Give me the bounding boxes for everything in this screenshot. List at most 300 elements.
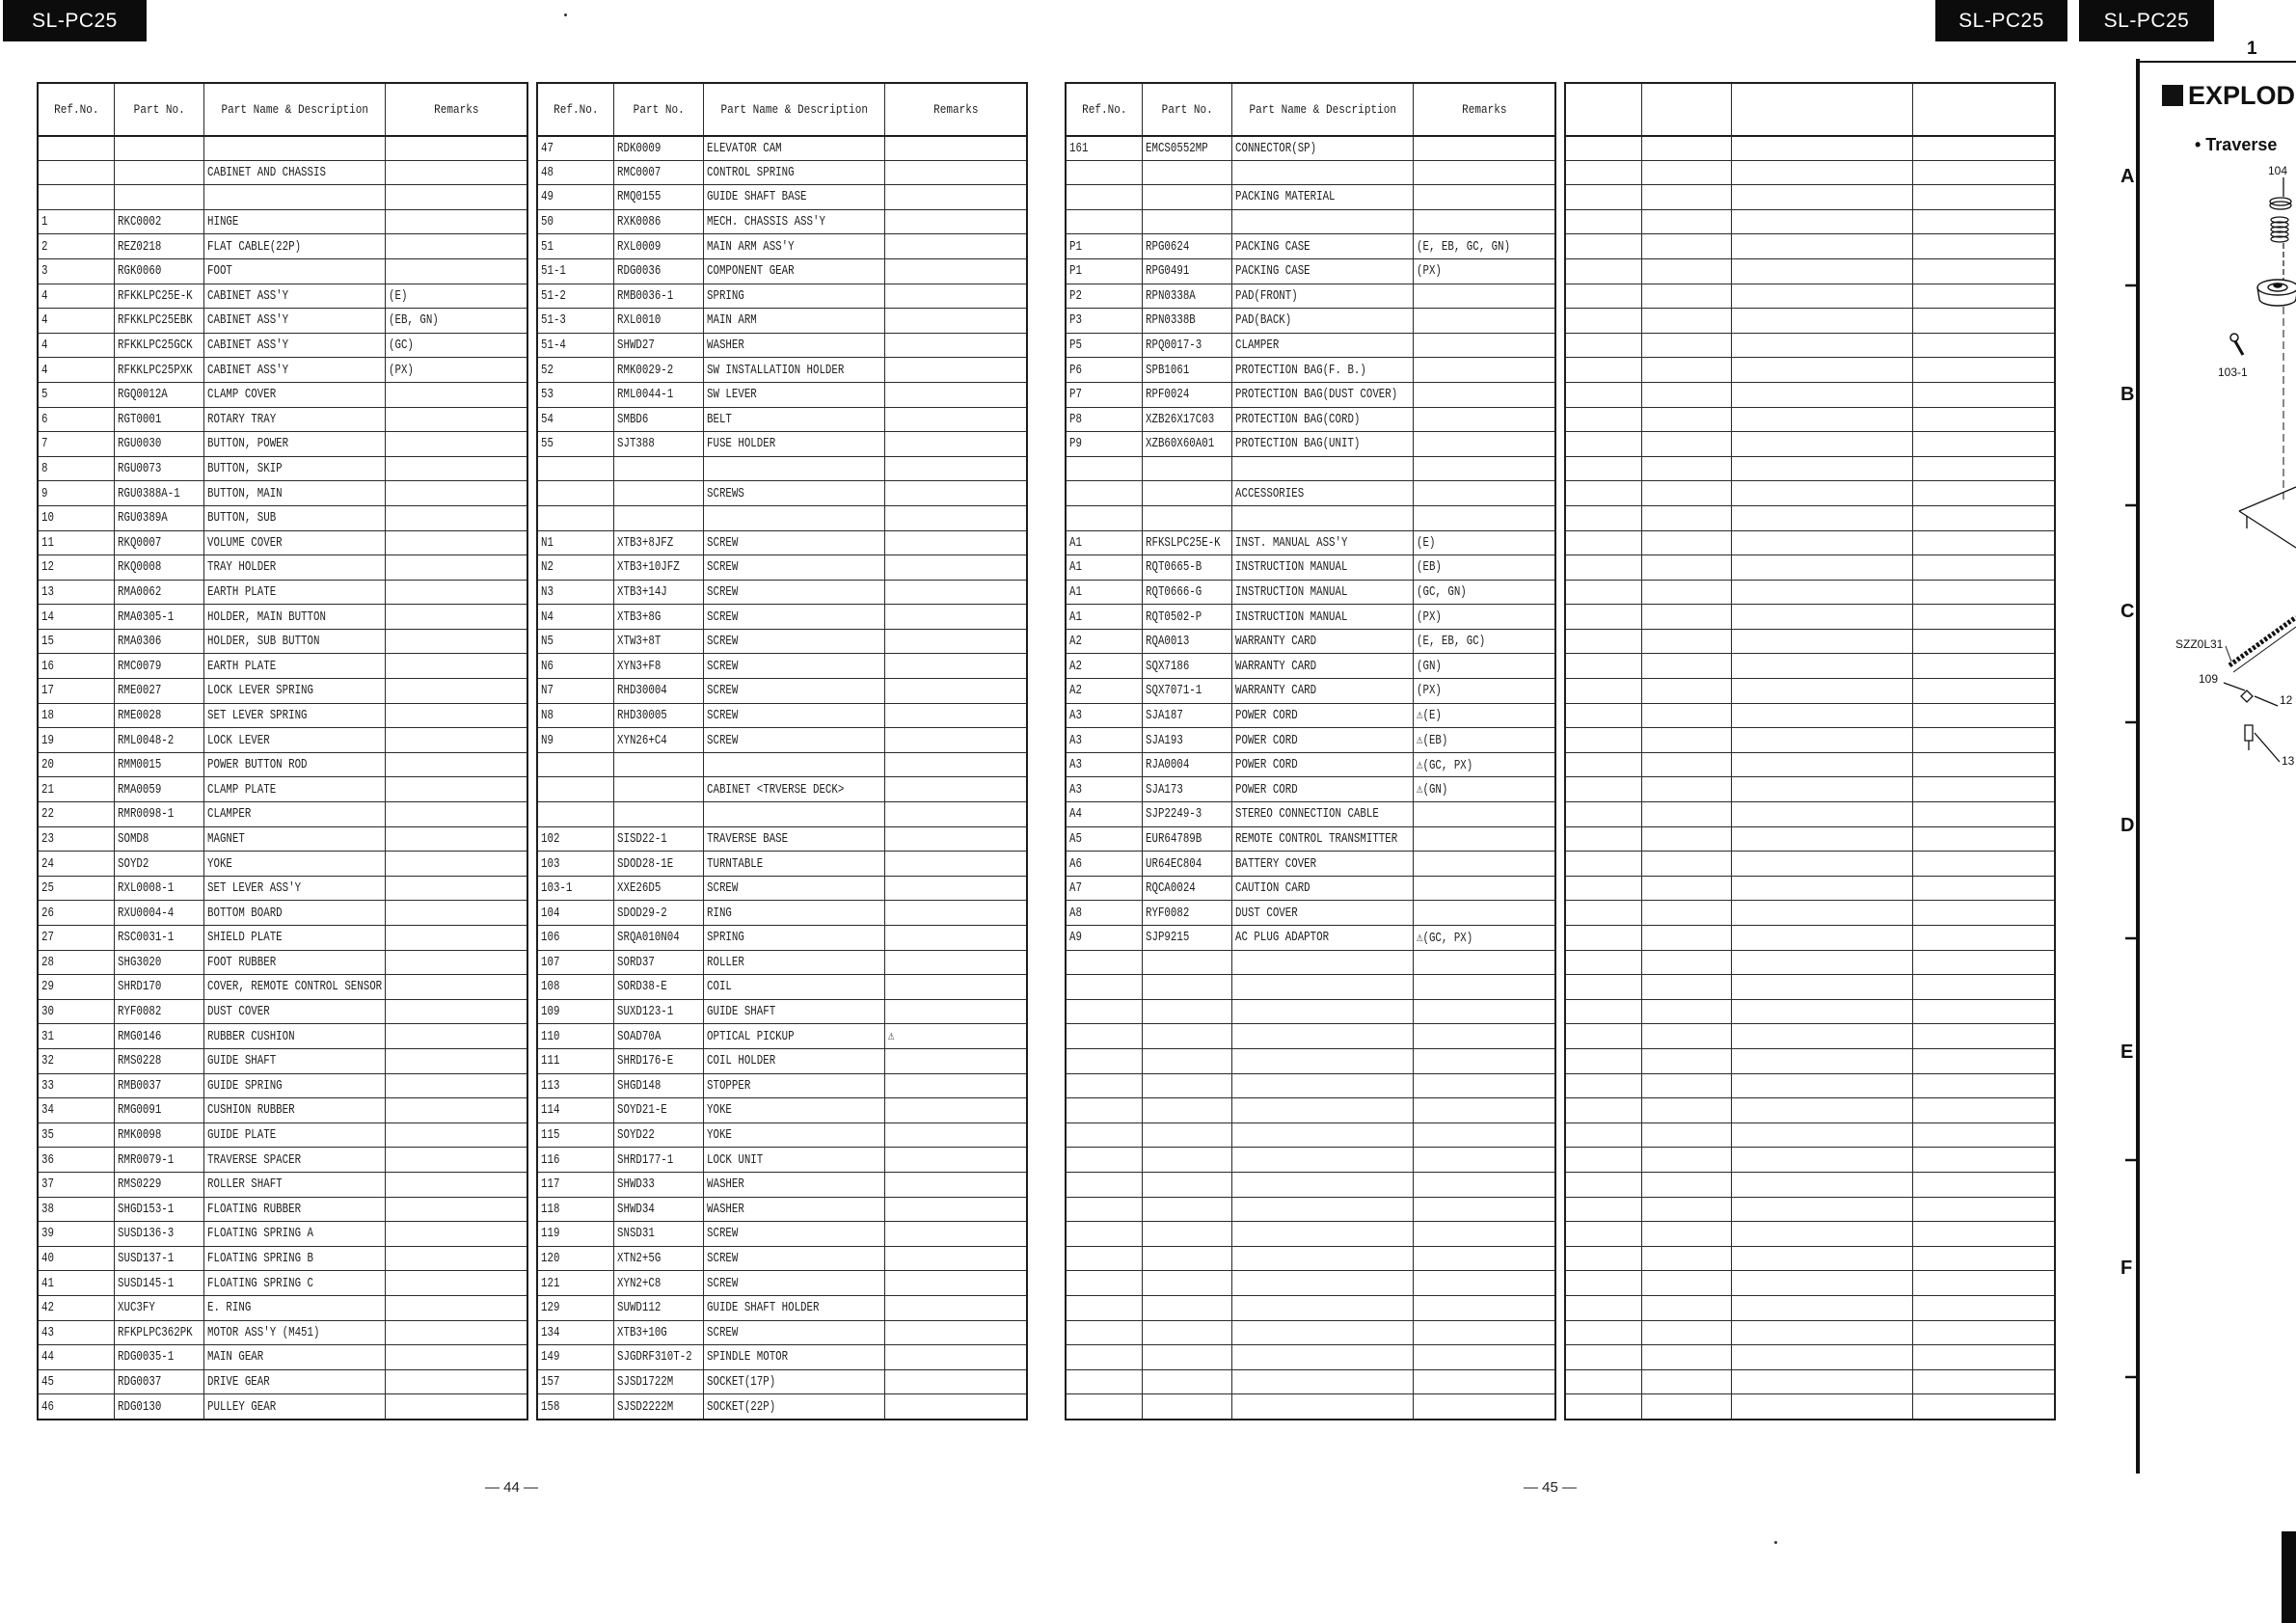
part-name-cell <box>1731 851 1912 876</box>
part-name-cell-text: FUSE HOLDER <box>707 436 776 452</box>
part-no-cell <box>1142 925 1231 950</box>
ref-no-cell <box>1067 1320 1142 1345</box>
part-name-cell-text: MAIN ARM <box>707 312 757 329</box>
black-square-icon <box>2162 85 2183 106</box>
remarks-cell <box>1413 851 1554 876</box>
part-no-cell <box>613 1172 703 1197</box>
model-label-right-1: SL-PC25 <box>1935 0 2067 41</box>
part-no-cell-text: RDG0035-1 <box>118 1349 175 1366</box>
part-name-cell-text: SHIELD PLATE <box>207 930 283 946</box>
remarks-cell <box>884 308 1026 333</box>
part-name-cell <box>703 431 884 456</box>
ref-no-cell <box>1566 1023 1641 1048</box>
part-no-cell <box>1142 505 1231 530</box>
part-no-cell <box>1641 233 1731 258</box>
part-no-cell <box>1641 1147 1731 1172</box>
part-no-cell <box>1142 604 1231 629</box>
ref-no-cell <box>1566 678 1641 703</box>
ref-no-cell-text: 117 <box>541 1177 560 1193</box>
ref-no-cell <box>1566 580 1641 605</box>
remarks-cell <box>385 801 527 826</box>
ref-no-cell-text: 19 <box>41 732 54 748</box>
part-name-cell <box>1731 184 1912 209</box>
ref-no-header-text: Ref.No. <box>1081 102 1127 117</box>
remarks-cell <box>385 1123 527 1148</box>
remarks-cell <box>1912 653 2054 678</box>
part-no-cell-text: RMG0146 <box>118 1028 162 1044</box>
part-name-cell-text: SPRING <box>707 287 744 304</box>
part-name-cell-text: WASHER <box>707 1201 744 1217</box>
ref-no-cell-text: A5 <box>1069 830 1082 847</box>
ref-no-cell <box>1067 826 1142 852</box>
ref-no-cell-text: 121 <box>541 1275 560 1291</box>
part-no-cell <box>613 160 703 185</box>
part-name-cell-text: INST. MANUAL ASS'Y <box>1235 534 1348 551</box>
part-name-cell <box>703 284 884 309</box>
part-name-cell-text: CLAMPER <box>1235 338 1280 354</box>
grid-row-letter: C <box>2120 601 2135 622</box>
part-no-cell <box>1641 876 1731 901</box>
part-no-cell-text: XTN2+5G <box>617 1251 662 1267</box>
part-label-104: 104 <box>2268 164 2288 177</box>
part-no-cell-text: RGU0388A-1 <box>118 485 180 501</box>
part-name-cell <box>1731 1023 1912 1048</box>
part-name-cell <box>203 999 385 1024</box>
remarks-cell <box>884 233 1026 258</box>
part-name-cell-text: MECH. CHASSIS ASS'Y <box>707 214 825 230</box>
part-no-cell <box>114 1320 203 1345</box>
diagram-page-number: 1 <box>2247 39 2257 59</box>
part-no-cell-text: SUSD145-1 <box>118 1275 175 1291</box>
ref-no-cell-text: 20 <box>41 757 54 773</box>
remarks-cell <box>1912 1221 2054 1246</box>
part-no-cell <box>613 851 703 876</box>
remarks-cell <box>385 653 527 678</box>
part-no-cell-text: XTB3+8JFZ <box>617 534 674 551</box>
part-name-cell-text: HOLDER, MAIN BUTTON <box>207 609 326 625</box>
remarks-cell <box>385 382 527 407</box>
part-no-cell-text: RPF0024 <box>1146 387 1190 403</box>
ref-no-cell <box>1566 604 1641 629</box>
part-name-cell <box>1231 1147 1413 1172</box>
remarks-cell-text: ⚠(GC, PX) <box>1417 930 1473 946</box>
ref-no-cell-text: A2 <box>1069 683 1082 699</box>
remarks-cell <box>1413 1023 1554 1048</box>
parts-table-2 <box>536 82 1028 1420</box>
remarks-cell <box>1413 184 1554 209</box>
remarks-cell <box>1912 357 2054 382</box>
part-name-cell-text: CAUTION CARD <box>1235 880 1310 897</box>
part-name-cell <box>1731 382 1912 407</box>
part-name-cell <box>1231 1393 1413 1419</box>
part-name-cell <box>203 480 385 505</box>
part-name-cell <box>203 678 385 703</box>
part-name-cell <box>1731 1270 1912 1295</box>
remarks-cell <box>1912 530 2054 555</box>
part-name-cell-text: LOCK UNIT <box>707 1151 764 1168</box>
part-no-cell-text: SHRD177-1 <box>617 1151 674 1168</box>
ref-no-cell <box>39 678 114 703</box>
exploded-view-drawing <box>2102 0 2296 1623</box>
part-name-cell <box>203 530 385 555</box>
part-name-cell-text: TRAVERSE BASE <box>707 830 789 847</box>
traverse-base-drawing <box>2239 487 2296 548</box>
remarks-cell <box>884 456 1026 481</box>
ref-no-cell-text: 54 <box>541 411 554 427</box>
part-no-cell-text: SQX7186 <box>1146 658 1190 674</box>
part-no-cell-text: RMA0305-1 <box>118 609 175 625</box>
part-no-cell-text: RMA0059 <box>118 781 162 798</box>
part-name-cell <box>703 407 884 432</box>
remarks-cell <box>385 1172 527 1197</box>
remarks-cell <box>385 776 527 801</box>
part-name-cell <box>1231 950 1413 975</box>
part-no-cell <box>1641 1023 1731 1048</box>
ring-drawing <box>2270 177 2291 209</box>
ref-no-cell <box>538 727 613 752</box>
ref-no-cell <box>1566 1097 1641 1123</box>
part-name-cell <box>203 1369 385 1394</box>
part-name-cell <box>703 333 884 358</box>
part-no-cell <box>1641 1197 1731 1222</box>
remarks-cell <box>884 135 1026 160</box>
remarks-cell-text: ⚠(E) <box>1417 708 1442 724</box>
part-no-cell <box>114 258 203 284</box>
ref-no-cell <box>39 456 114 481</box>
part-name-cell <box>1231 505 1413 530</box>
remarks-cell <box>1413 530 1554 555</box>
part-no-cell <box>1142 801 1231 826</box>
part-name-cell <box>1731 580 1912 605</box>
ref-no-cell <box>538 925 613 950</box>
part-no-cell <box>114 431 203 456</box>
part-no-cell <box>1142 776 1231 801</box>
remarks-cell <box>1413 209 1554 234</box>
remarks-cell <box>1912 752 2054 777</box>
part-name-cell <box>703 1246 884 1271</box>
ref-no-cell <box>1067 209 1142 234</box>
ref-no-cell-text: 13 <box>41 583 54 600</box>
part-no-cell <box>1142 974 1231 999</box>
part-name-cell <box>203 1320 385 1345</box>
remarks-cell <box>1912 456 2054 481</box>
part-name-cell <box>703 1270 884 1295</box>
part-name-cell <box>1231 752 1413 777</box>
part-name-cell <box>1231 826 1413 852</box>
part-no-cell-text: EUR64789B <box>1146 830 1202 847</box>
part-name-cell-text: CLAMP COVER <box>207 387 277 403</box>
remarks-cell <box>884 209 1026 234</box>
ref-no-cell <box>1566 480 1641 505</box>
part-name-cell-text: SOCKET(22P) <box>707 1398 776 1415</box>
remarks-cell <box>1413 801 1554 826</box>
part-name-cell <box>1231 1295 1413 1320</box>
part-no-cell <box>613 1147 703 1172</box>
ref-no-cell-text: 9 <box>41 485 48 501</box>
part-name-cell-text: AC PLUG ADAPTOR <box>1235 930 1330 946</box>
ref-no-cell <box>39 382 114 407</box>
part-name-cell <box>1731 703 1912 728</box>
part-no-cell <box>1641 999 1731 1024</box>
ref-no-cell-text: N7 <box>541 683 554 699</box>
part-name-cell <box>203 604 385 629</box>
part-name-cell <box>203 1221 385 1246</box>
ref-no-cell-text: 3 <box>41 263 48 280</box>
remarks-cell <box>884 555 1026 580</box>
remarks-cell <box>1413 1147 1554 1172</box>
ref-no-cell <box>39 1393 114 1419</box>
ref-no-cell <box>39 801 114 826</box>
part-name-cell-text: BUTTON, SUB <box>207 510 277 527</box>
part-no-cell <box>1142 999 1231 1024</box>
part-name-cell-text: CABINET AND CHASSIS <box>207 164 326 180</box>
part-no-cell <box>114 209 203 234</box>
part-no-cell <box>613 333 703 358</box>
part-name-cell-text: SW INSTALLATION HOLDER <box>707 362 845 378</box>
remarks-cell <box>1912 999 2054 1024</box>
part-no-cell <box>613 135 703 160</box>
remarks-cell-text: (GC) <box>389 338 414 354</box>
part-no-cell-text: SPB1061 <box>1146 362 1190 378</box>
part-name-cell-text: SCREW <box>707 609 739 625</box>
part-no-cell <box>114 135 203 160</box>
remarks-cell <box>884 1097 1026 1123</box>
model-label-left: SL-PC25 <box>3 0 147 41</box>
part-name-cell <box>703 727 884 752</box>
part-name-cell-text: BOTTOM BOARD <box>207 905 283 921</box>
ref-no-cell <box>1067 135 1142 160</box>
ref-no-cell <box>538 1393 613 1419</box>
ref-no-cell <box>39 580 114 605</box>
remarks-cell <box>884 801 1026 826</box>
parts-table-3 <box>1065 82 1556 1420</box>
part-name-cell-text: PROTECTION BAG(F. B.) <box>1235 362 1366 378</box>
part-no-cell <box>613 604 703 629</box>
remarks-cell <box>385 1369 527 1394</box>
ref-no-cell-text: 116 <box>541 1151 560 1168</box>
part-no-cell <box>1641 851 1731 876</box>
part-name-cell <box>1231 876 1413 901</box>
part-name-cell-text: SOCKET(17P) <box>707 1373 776 1390</box>
remarks-cell <box>1912 826 2054 852</box>
part-no-cell-text: SJSD1722M <box>617 1373 674 1390</box>
part-name-cell <box>203 284 385 309</box>
part-no-cell-text: RML0044-1 <box>617 387 674 403</box>
part-name-cell-text: STOPPER <box>707 1077 751 1094</box>
part-name-cell-text: WASHER <box>707 1177 744 1193</box>
part-no-cell <box>1641 1221 1731 1246</box>
part-no-cell-text: EMCS0552MP <box>1146 140 1208 156</box>
part-no-cell <box>1142 1295 1231 1320</box>
part-no-cell-text: SHGD148 <box>617 1077 662 1094</box>
part-no-cell <box>613 407 703 432</box>
part-no-cell <box>1641 357 1731 382</box>
ref-no-cell <box>1067 1221 1142 1246</box>
part-name-cell-text: TRAY HOLDER <box>207 559 277 576</box>
part-no-cell <box>613 999 703 1024</box>
part-no-cell <box>613 505 703 530</box>
ref-no-cell-text: A2 <box>1069 658 1082 674</box>
part-no-cell <box>1641 407 1731 432</box>
part-name-cell-text: CABINET <TRVERSE DECK> <box>707 781 845 798</box>
remarks-cell <box>884 1048 1026 1073</box>
remarks-cell <box>385 284 527 309</box>
part-no-cell <box>1142 308 1231 333</box>
ref-no-cell-text: P7 <box>1069 387 1082 403</box>
part-no-cell-text: RMB0036-1 <box>617 287 674 304</box>
part-no-cell-text: SOYD22 <box>617 1127 655 1144</box>
remarks-cell <box>884 357 1026 382</box>
ref-no-cell <box>1067 1344 1142 1369</box>
remarks-cell-text: (PX) <box>1417 683 1442 699</box>
part-name-cell <box>1231 1270 1413 1295</box>
ref-no-cell-text: N2 <box>541 559 554 576</box>
ref-no-cell <box>1566 258 1641 284</box>
part-no-cell-text: RMR0098-1 <box>118 806 175 823</box>
remarks-cell <box>385 678 527 703</box>
part-name-cell <box>1231 727 1413 752</box>
part-no-cell <box>1641 530 1731 555</box>
remarks-cell <box>385 752 527 777</box>
part-name-cell <box>1731 629 1912 654</box>
part-name-cell-text: CONTROL SPRING <box>707 164 795 180</box>
part-no-cell-text: RFKKLPC25E-K <box>118 287 193 304</box>
remarks-cell <box>1912 1172 2054 1197</box>
ref-no-cell-text: A2 <box>1069 634 1082 650</box>
part-name-cell <box>1731 233 1912 258</box>
part-name-cell-text: SCREW <box>707 1226 739 1242</box>
part-name-cell <box>203 925 385 950</box>
ref-no-cell <box>39 209 114 234</box>
part-no-cell-text: XYN2+C8 <box>617 1275 662 1291</box>
ref-no-cell <box>1566 407 1641 432</box>
part-name-cell <box>1231 776 1413 801</box>
ref-no-cell-text: 12 <box>41 559 54 576</box>
part-name-cell <box>1731 604 1912 629</box>
part-no-cell <box>1641 209 1731 234</box>
part-name-cell-text: SCREW <box>707 1275 739 1291</box>
ref-no-cell-text: 55 <box>541 436 554 452</box>
part-name-cell <box>1231 1221 1413 1246</box>
ref-no-cell-text: 52 <box>541 362 554 378</box>
part-name-cell <box>203 431 385 456</box>
part-name-cell <box>1731 1048 1912 1073</box>
remarks-cell <box>884 974 1026 999</box>
part-no-cell <box>114 752 203 777</box>
part-name-cell <box>203 1344 385 1369</box>
ref-no-cell-text: N5 <box>541 634 554 650</box>
part-name-cell <box>203 703 385 728</box>
ref-no-cell <box>39 135 114 160</box>
remarks-cell <box>884 160 1026 185</box>
part-no-cell-text: SJA187 <box>1146 707 1183 723</box>
part-name-cell <box>1731 530 1912 555</box>
ref-no-cell <box>1566 505 1641 530</box>
part-name-cell <box>703 184 884 209</box>
remarks-cell <box>1413 233 1554 258</box>
part-no-cell <box>1641 752 1731 777</box>
remarks-cell <box>1413 456 1554 481</box>
part-no-cell <box>1641 950 1731 975</box>
part-name-cell-text: ELEVATOR CAM <box>707 140 782 156</box>
ref-no-cell-text: P1 <box>1069 263 1082 280</box>
part-no-cell <box>1142 407 1231 432</box>
part-no-cell-text: RGQ0012A <box>118 387 168 403</box>
part-no-cell-text: RSC0031-1 <box>118 930 175 946</box>
part-name-cell <box>1731 1344 1912 1369</box>
part-name-cell-text: MOTOR ASS'Y (M451) <box>207 1324 320 1340</box>
part-name-cell-text: YOKE <box>707 1127 732 1144</box>
remarks-header-text: Remarks <box>433 102 479 117</box>
remarks-cell <box>884 678 1026 703</box>
remarks-header-text: Remarks <box>932 102 979 117</box>
ref-no-cell <box>39 604 114 629</box>
ref-no-cell-text: 45 <box>41 1373 54 1390</box>
part-no-cell <box>613 876 703 901</box>
part-no-cell <box>613 974 703 999</box>
part-name-cell-text: PAD(FRONT) <box>1235 287 1298 304</box>
remarks-cell <box>1413 950 1554 975</box>
ref-no-cell <box>39 407 114 432</box>
ref-no-cell <box>1566 333 1641 358</box>
part-name-cell <box>1731 900 1912 925</box>
part-no-cell-text: SHWD27 <box>617 338 655 354</box>
part-no-cell <box>1142 456 1231 481</box>
ref-no-cell <box>538 703 613 728</box>
remarks-cell <box>1912 1147 2054 1172</box>
ref-no-cell <box>1067 382 1142 407</box>
ref-no-cell <box>39 357 114 382</box>
part-name-cell <box>1731 308 1912 333</box>
part-name-cell <box>703 653 884 678</box>
part-no-cell <box>613 357 703 382</box>
part-name-cell <box>1231 1246 1413 1271</box>
ref-no-cell <box>1067 851 1142 876</box>
ref-no-cell <box>538 1097 613 1123</box>
part-name-cell <box>703 505 884 530</box>
part-name-cell <box>203 1123 385 1148</box>
remarks-cell <box>1912 308 2054 333</box>
part-no-cell-text: XTB3+10JFZ <box>617 559 680 576</box>
remarks-cell <box>385 974 527 999</box>
grid-row-letter: D <box>2120 815 2135 836</box>
remarks-cell <box>1413 258 1554 284</box>
remarks-cell <box>884 925 1026 950</box>
remarks-cell <box>385 1393 527 1419</box>
part-name-cell-text: BUTTON, SKIP <box>207 461 283 477</box>
part-name-cell <box>1231 974 1413 999</box>
remarks-cell-text: (EB) <box>1417 559 1442 576</box>
remarks-cell-text: (PX) <box>1417 609 1442 625</box>
part-no-cell-text: RGU0073 <box>118 461 162 477</box>
ref-no-cell <box>1067 999 1142 1024</box>
ref-no-cell <box>538 505 613 530</box>
remarks-cell <box>1413 999 1554 1024</box>
part-no-cell <box>114 653 203 678</box>
part-name-cell-text: YOKE <box>207 855 232 872</box>
part-no-cell <box>114 184 203 209</box>
part-no-cell <box>1142 357 1231 382</box>
part-name-cell <box>1731 999 1912 1024</box>
remarks-cell <box>1912 703 2054 728</box>
part-no-cell-text: XXE26D5 <box>617 880 662 897</box>
ref-no-cell <box>39 184 114 209</box>
part-no-cell <box>1142 1097 1231 1123</box>
part-no-cell-text: RDK0009 <box>617 140 662 156</box>
part-name-cell <box>703 1344 884 1369</box>
part-no-cell-text: RFKKLPC25EBK <box>118 312 193 329</box>
part-name-cell <box>703 382 884 407</box>
